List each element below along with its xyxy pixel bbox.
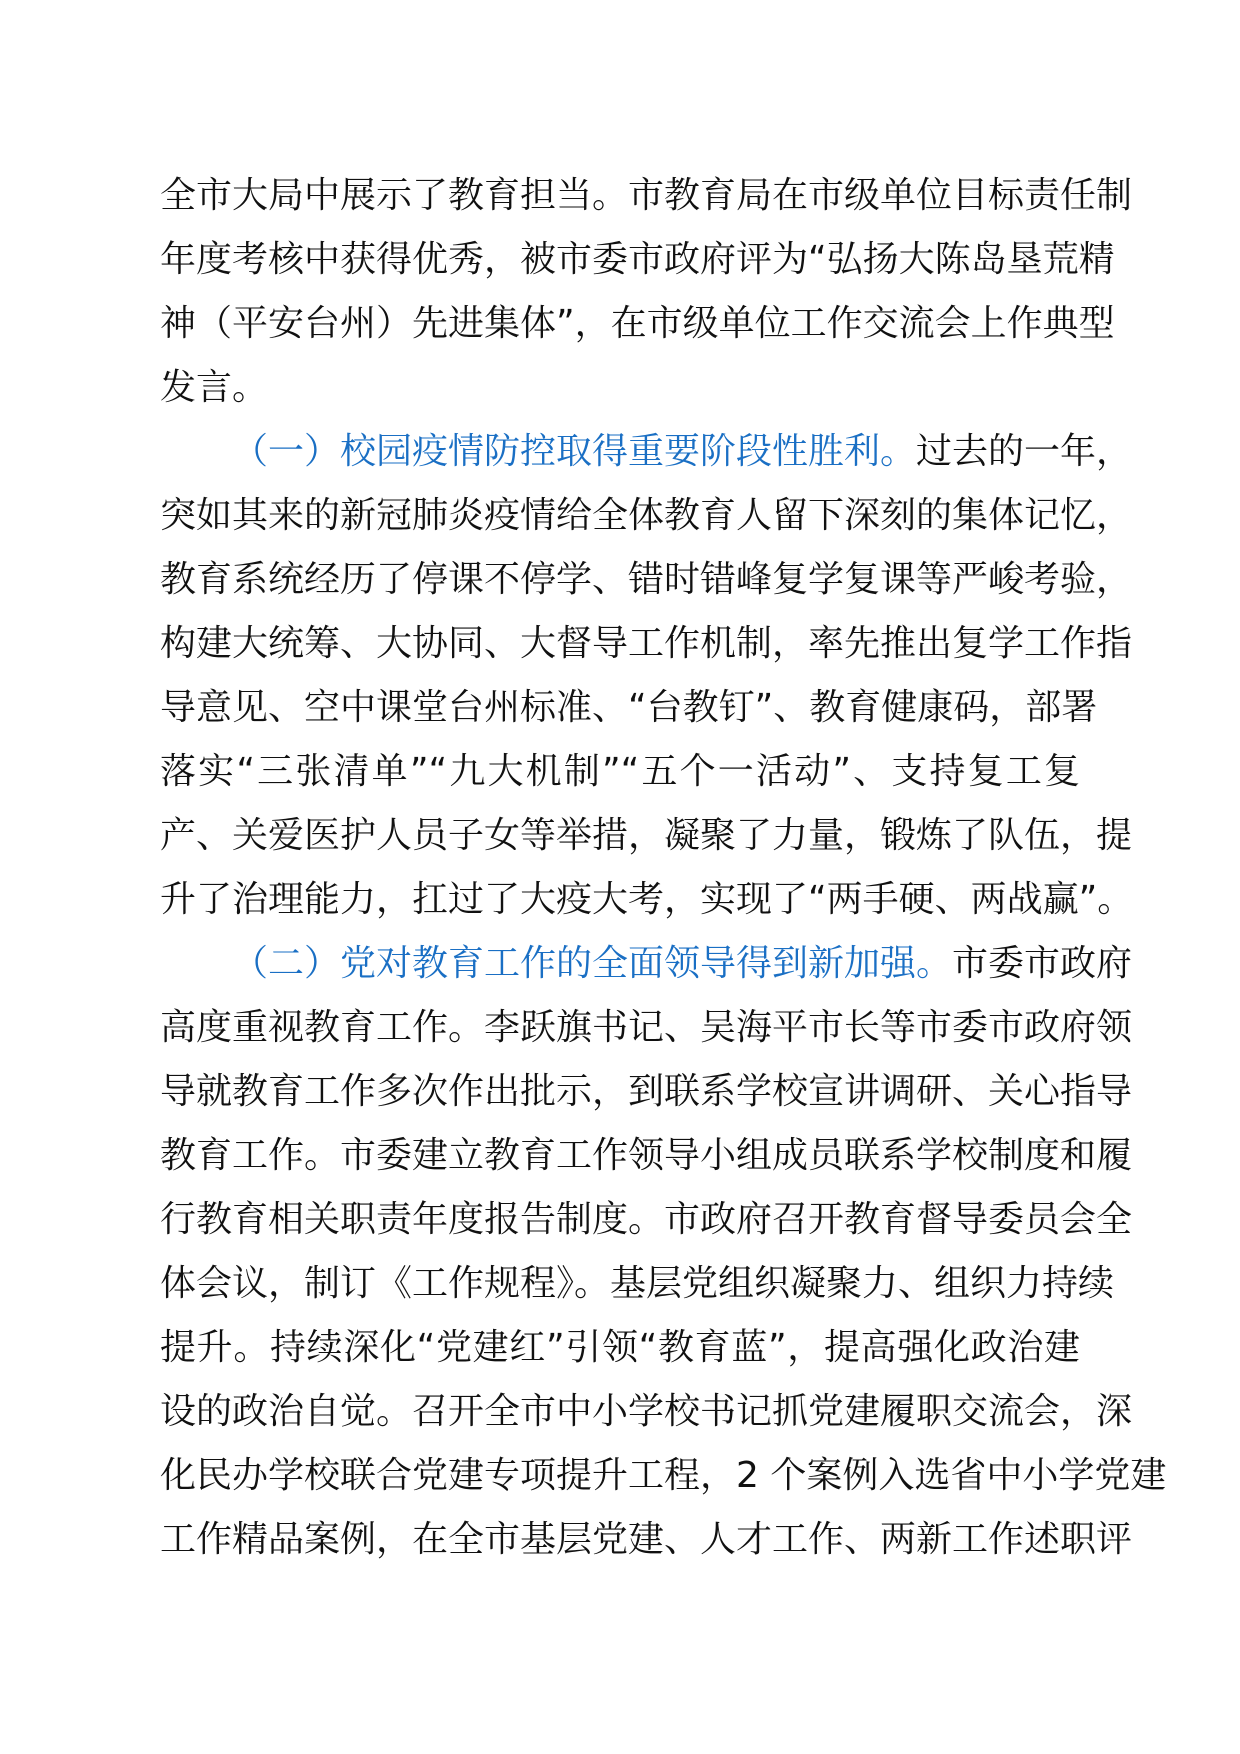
text-line: 产、关爱医护人员子女等举措，凝聚了力量，锻炼了队伍，提 [160, 815, 1133, 856]
text-line: 突如其来的新冠肺炎疫情给全体教育人留下深刻的集体记忆， [160, 495, 1133, 536]
text-line: 导意见、空中课堂台州标准、“台教钉”、教育健康码，部署 [160, 687, 1098, 728]
text-line: 行教育相关职责年度报告制度。市政府召开教育督导委员会全 [160, 1199, 1133, 1240]
section-first-line-text: 市委市政府 [952, 943, 1133, 984]
text-line: 教育工作。市委建立教育工作领导小组成员联系学校制度和履 [160, 1135, 1133, 1176]
document-page [160, 164, 1167, 1572]
text-line: 全市大局中展示了教育担当。市教育局在市级单位目标责任制 [160, 175, 1133, 216]
text-line: 发言。 [160, 367, 269, 408]
section-heading: （二）党对教育工作的全面领导得到新加强。 [232, 943, 953, 984]
section-first-line [160, 420, 1133, 484]
text-line: 升了治理能力，扛过了大疫大考，实现了“两手硬、两战赢”。 [160, 879, 1134, 920]
text-line: 教育系统经历了停课不停学、错时错峰复学复课等严峻考验， [160, 559, 1133, 600]
text-line: 体会议，制订《工作规程》。基层党组织凝聚力、组织力持续 [160, 1263, 1115, 1304]
text-line: 神（平安台州）先进集体”，在市级单位工作交流会上作典型 [160, 303, 1115, 344]
section-heading: （一）校园疫情防控取得重要阶段性胜利。 [232, 431, 917, 472]
section-first-line-text: 过去的一年， [916, 431, 1133, 472]
text-line: 年度考核中获得优秀，被市委市政府评为“弘扬大陈岛垦荒精 [160, 239, 1115, 280]
text-line: 落实“三张清单”“九大机制”“五个一活动”、支持复工复 [160, 751, 1080, 792]
text-line: 化民办学校联合党建专项提升工程，2 个案例入选省中小学党建 [160, 1455, 1167, 1496]
paragraph-section-1 [160, 420, 1134, 932]
text-line: 提升。持续深化“党建红”引领“教育蓝”，提高强化政治建 [160, 1327, 1080, 1368]
text-line: 构建大统筹、大协同、大督导工作机制，率先推出复学工作指 [160, 623, 1133, 664]
paragraph-intro [160, 164, 1133, 420]
text-line: 工作精品案例，在全市基层党建、人才工作、两新工作述职评 [160, 1519, 1133, 1560]
text-line: 高度重视教育工作。李跃旗书记、吴海平市长等市委市政府领 [160, 1007, 1133, 1048]
paragraph-section-2 [160, 932, 1167, 1572]
text-line: 导就教育工作多次作出批示，到联系学校宣讲调研、关心指导 [160, 1071, 1133, 1112]
section-first-line [160, 932, 1133, 996]
text-line: 设的政治自觉。召开全市中小学校书记抓党建履职交流会，深 [160, 1391, 1133, 1432]
